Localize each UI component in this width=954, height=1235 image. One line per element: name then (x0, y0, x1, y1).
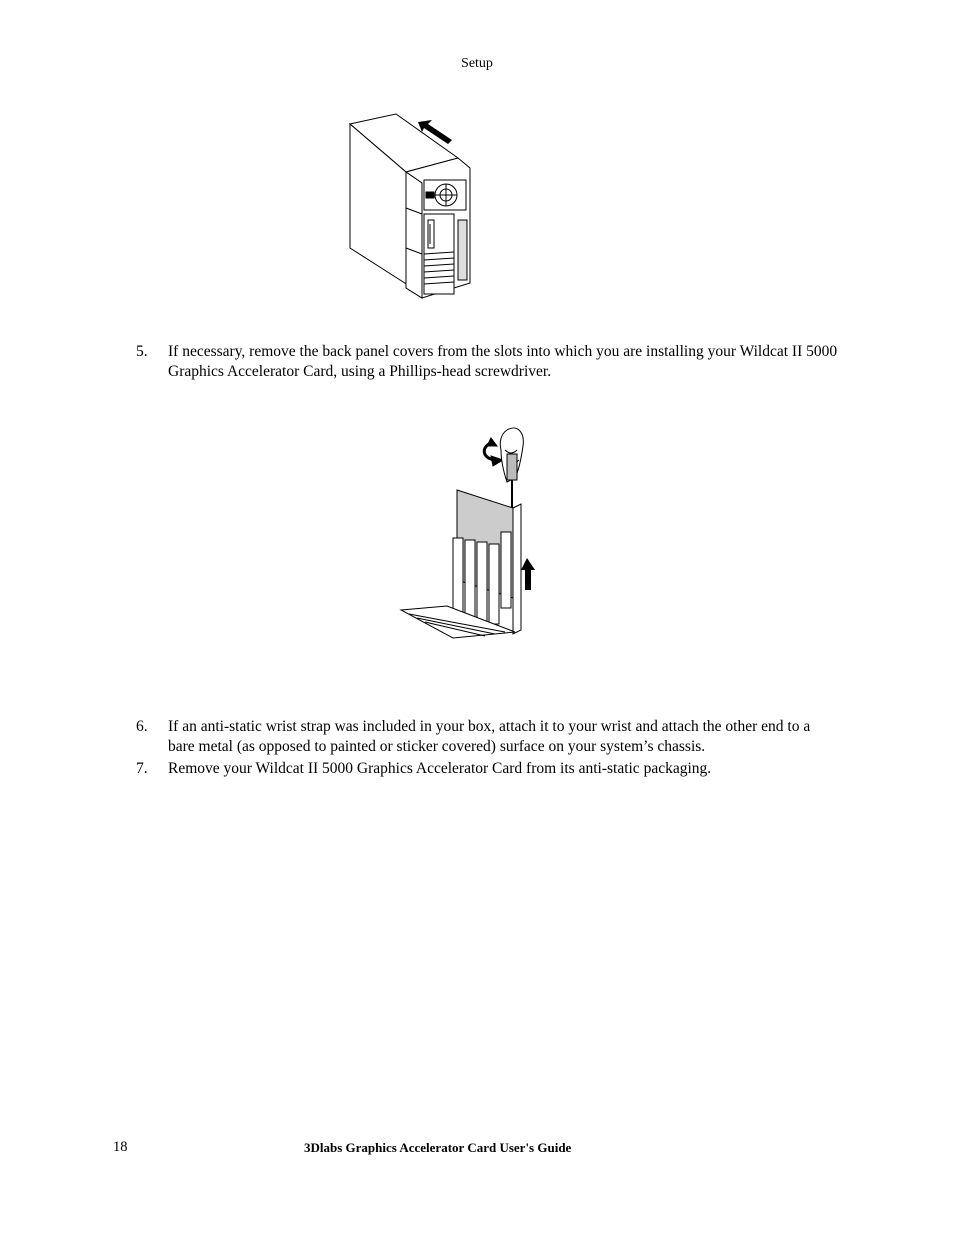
page-number: 18 (113, 1139, 128, 1155)
step-text: Remove your Wildcat II 5000 Graphics Accelerator Card from its anti-static packaging. (168, 760, 712, 777)
running-header: Setup (461, 56, 493, 71)
chassis-illustration (340, 108, 480, 300)
step-text: If an anti-static wrist strap was included in your box, attach it to your wrist and attach the other end to a bare metal (as opposed to painted or sticker covered) surface on your system’s chassis. (168, 718, 811, 755)
step-number: 7. (136, 760, 148, 777)
slot-cover-illustration (395, 420, 545, 640)
step-number: 6. (136, 718, 148, 735)
step-number: 5. (136, 343, 148, 360)
step-text: If necessary, remove the back panel covers from the slots into which you are installing your Wildcat II 5000 Graphics Accelerator Card, using a Phillips-head screwdriver. (168, 343, 838, 380)
footer-title: 3Dlabs Graphics Accelerator Card User's Guide (304, 1140, 572, 1155)
